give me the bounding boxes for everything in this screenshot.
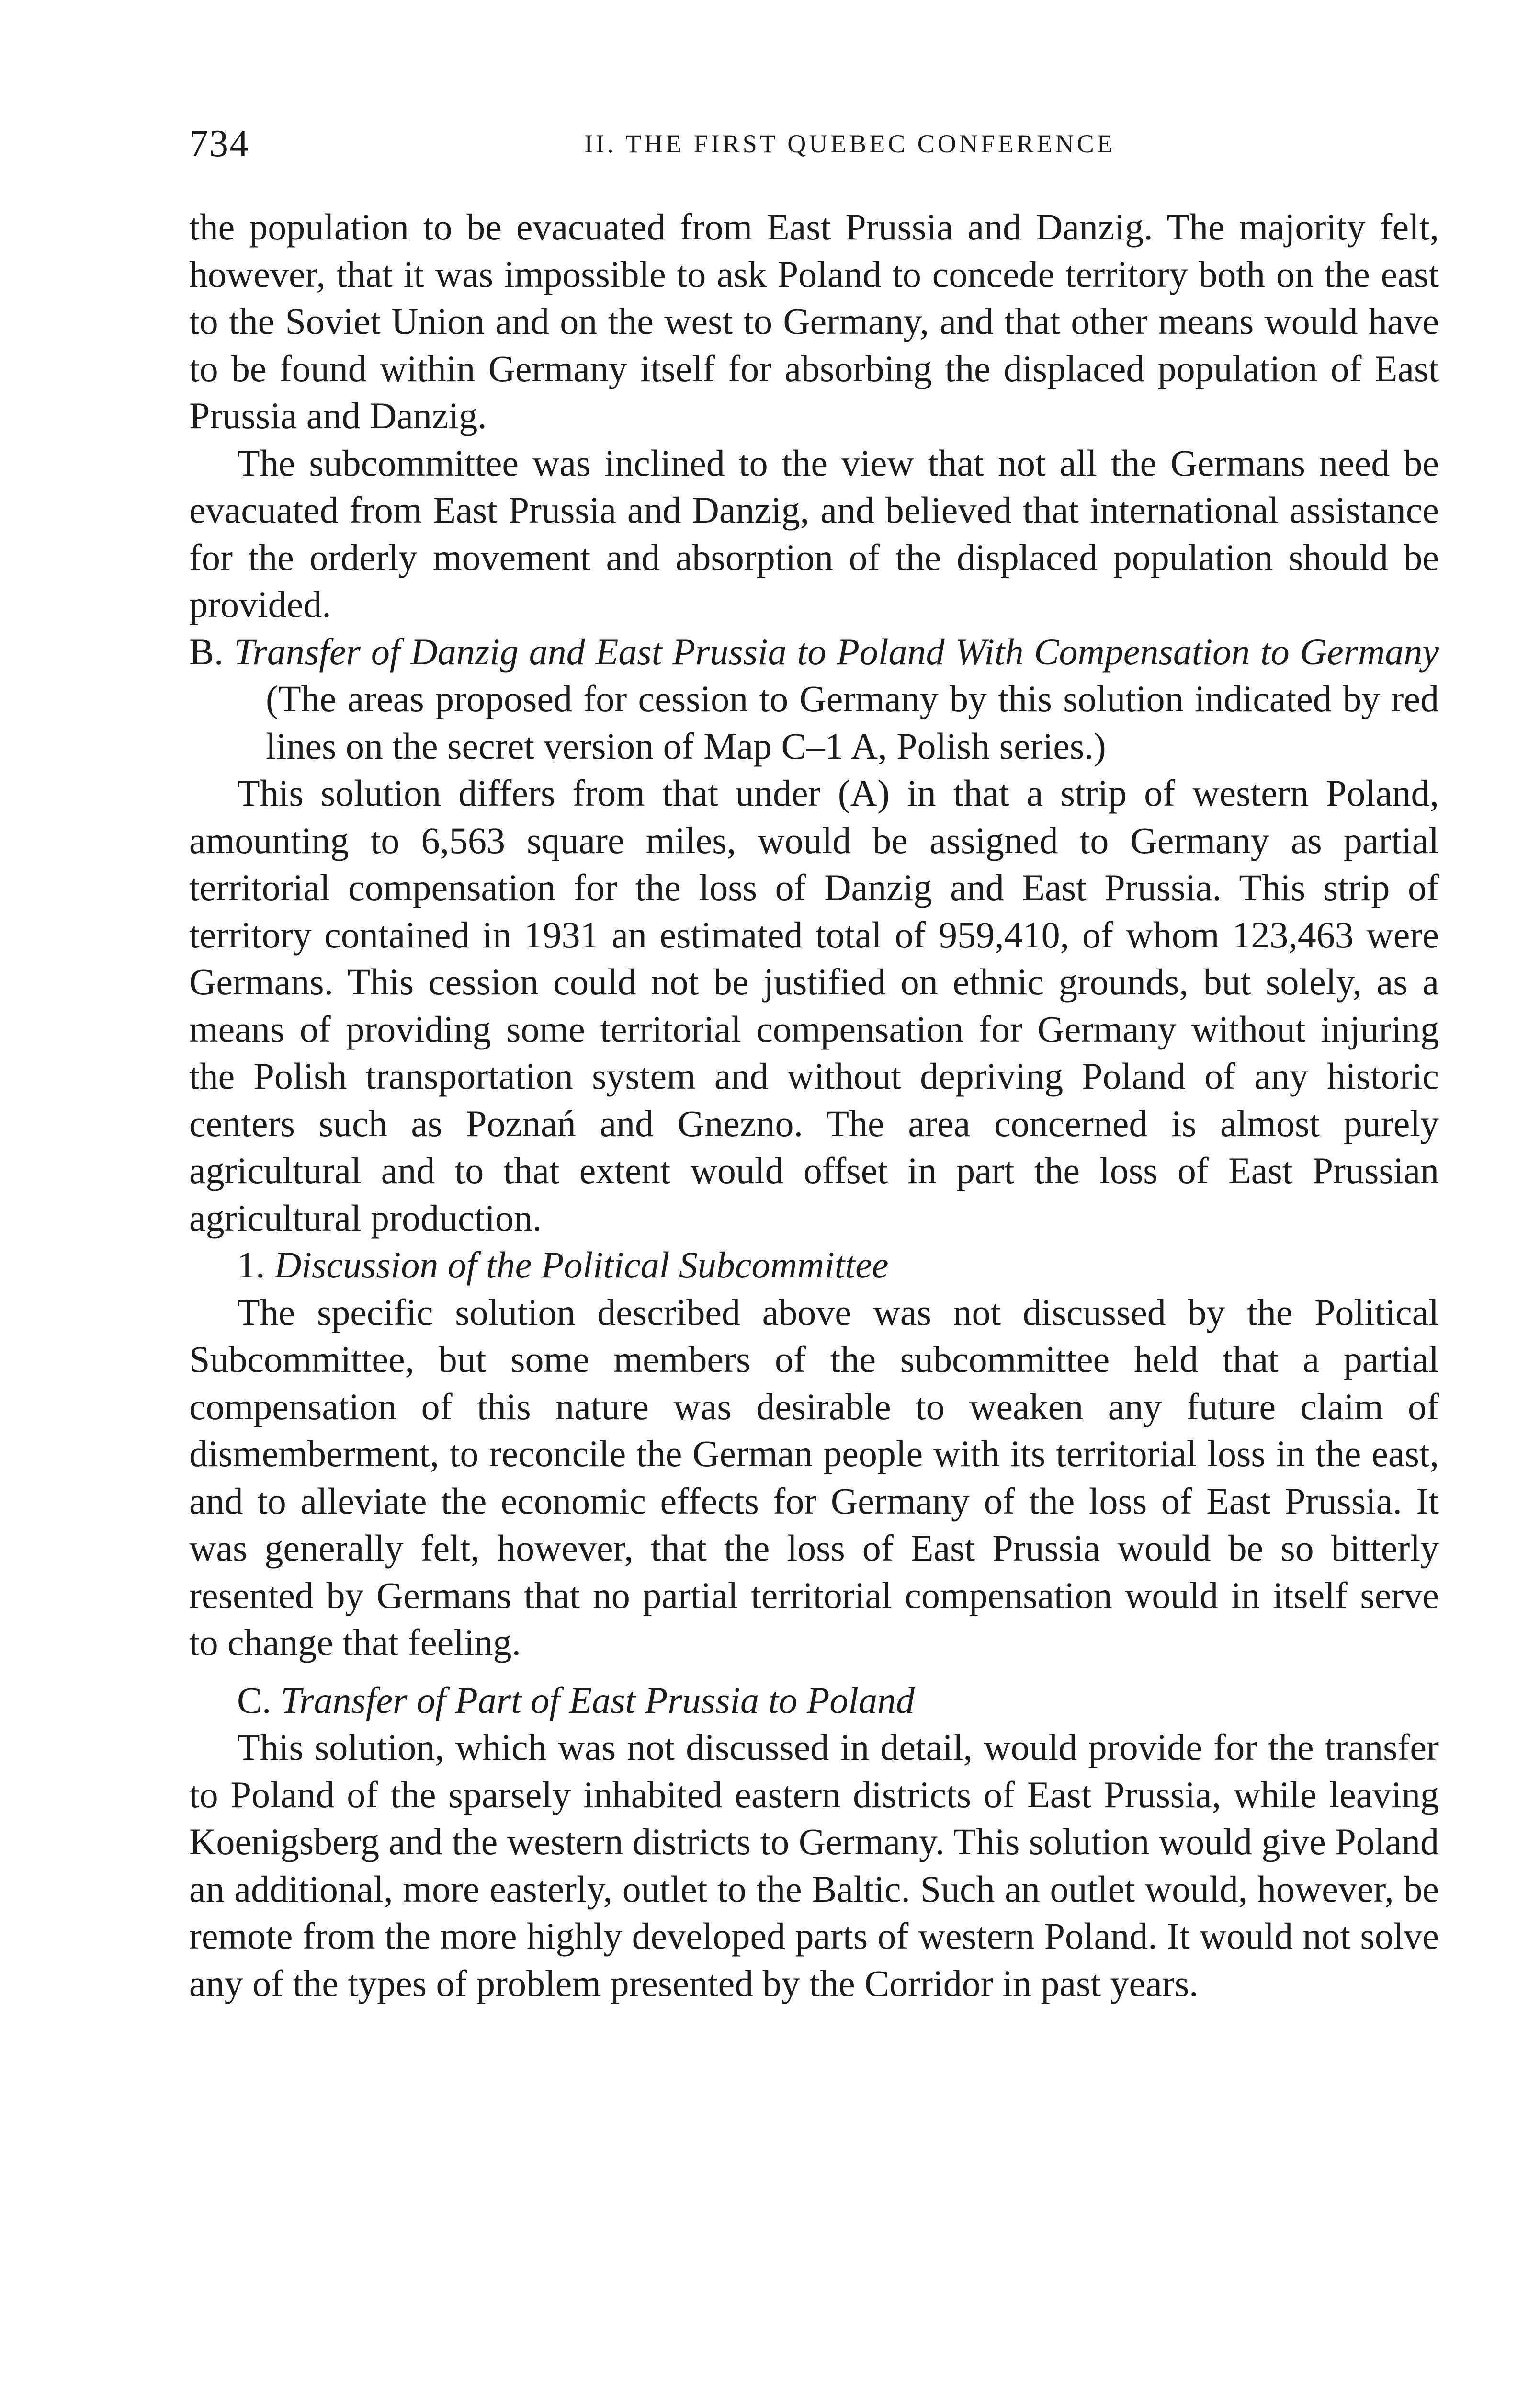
section-c-title: Transfer of Part of East Prussia to Poland [281, 1679, 915, 1721]
paragraph-subcommittee-view: The subcommittee was inclined to the view that not all the Germans need be evacuated from East Prussia and Danzig, and believed that international assistance for the orderly movement and absorption of the displaced population should be provided. [189, 442, 1439, 625]
running-head: II. THE FIRST QUEBEC CONFERENCE [584, 129, 1116, 158]
paragraph-solution-b: This solution differs from that under (A) in that a strip of western Poland, amounting to 6,563 square miles, would be assigned to Germany as partial territorial compensation for the loss of Danzig and East Prussia. This strip of territory contained in 1931 an estimated total of 959,410, of whom 123,463 were Germans. This cession could not be justified on ethnic grounds, but solely, as a means of providing some territorial compensation for Germany without injuring the Polish transportation system and without depriving Poland of any historic centers such as Poznań and Gnezno. The area concerned is almost purely agricultural and to that extent would offset in part the loss of East Prussian agricultural production. [189, 772, 1439, 1239]
subsection-1-number: 1. [237, 1244, 265, 1286]
subsection-1-heading [189, 1242, 1439, 1289]
section-b-letter: B. [189, 630, 224, 673]
paragraph-discussion: The specific solution described above was not discussed by the Political Subcommittee, but some members of the subcommittee held that a partial compensation of this nature was desirable to weaken any future claim of dismemberment, to reconcile the German people with its territorial loss in the east, and to alleviate the economic effects for Germany of the loss of East Prussia. It was generally felt, however, that the loss of East Prussia would be so bitterly resented by Germans that no partial territorial compensation would in itself serve to change that feeling. [189, 1291, 1439, 1663]
section-c-letter: C. [237, 1679, 272, 1721]
page-number: 734 [189, 123, 249, 165]
section-b-heading [189, 628, 1439, 770]
page-header [189, 117, 1439, 170]
body-text [189, 204, 1439, 2007]
paragraph-continued: the population to be evacuated from East Prussia and Danzig. The majority felt, however, that it was impossible to ask Poland to concede territory both on the east to the Soviet Union and on the west to Germany, and that other means would have to be found within Germany itself for absorbing the displaced population of East Prussia and Danzig. [189, 206, 1439, 436]
paragraph-solution-c: This solution, which was not discussed in detail, would provide for the transfer to Poland of the sparsely inhabited eastern districts of East Prussia, while leaving Koenigsberg and the western districts to Germany. This solution would give Poland an additional, more easterly, outlet to the Baltic. Such an outlet would, however, be remote from the more highly developed parts of western Poland. It would not solve any of the types of problem presented by the Corridor in past years. [189, 1726, 1439, 2004]
subsection-1-title: Discussion of the Political Subcommittee [274, 1244, 889, 1286]
section-c-heading [189, 1677, 1439, 1724]
section-b-note: (The areas proposed for cession to Germany by this solution indicated by red lines on the secret version of Map C–1 A, Polish series.) [266, 678, 1439, 767]
section-b-title: Transfer of Danzig and East Prussia to Poland With Compensation to Germany [234, 630, 1439, 673]
